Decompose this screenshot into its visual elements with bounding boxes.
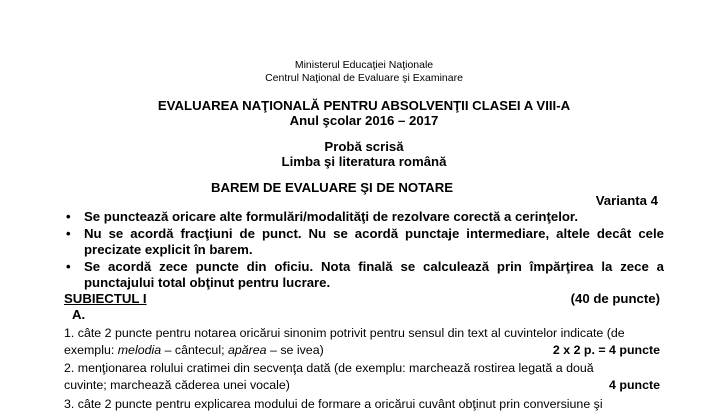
part-label: A. [72,307,86,322]
item-1-line2: exemplu: melodia – cântecul; apărea – se ivea) 2 x 2 p. = 4 puncte [64,342,660,357]
example-word-1: melodia [117,342,162,357]
example-word-2: apărea [227,342,267,357]
item-1-line1: 1. câte 2 puncte pentru notarea oricărui sinonim potrivit pentru sensul din text al cuvintelor indicate (de [64,326,625,340]
variant-label: Varianta 4 [595,193,658,208]
item-2 [64,360,660,394]
barem-title: BAREM DE EVALUARE ŞI DE NOTARE [210,180,454,195]
item-3-line1: 3. câte 2 puncte pentru explicarea modului de formare a oricărui cuvânt obţinut prin conversiune şi [64,397,603,411]
item-2-line1: 2. menţionarea rolului cratimei din secvenţa dată (de exemplu: marchează rostirea legată a două [64,361,594,375]
rule-item: • Nu se acordă fracţiuni de punct. Nu se acordă punctaje intermediare, altele decât cele precizate explicit în barem. [64,226,664,259]
item-1 [64,325,660,359]
exam-type: Probă scrisă [324,139,404,154]
subject-name: Limba şi literatura română [281,154,447,169]
center-header: Centrul Naţional de Evaluare şi Examinare [265,72,463,84]
item-1-score: 2 x 2 p. = 4 puncte [552,342,660,357]
school-year: Anul şcolar 2016 – 2017 [289,113,439,128]
rule-item: • Se acordă zece puncte din oficiu. Nota finală se calculează prin împărţirea la zece a punctajului total obţinut pentru lucrare. [64,259,664,292]
rule-item: • Se punctează oricare alte formulări/modalităţi de rezolvare corectă a cerinţelor. [64,209,664,226]
item-3 [64,396,660,413]
ministry-header: Ministerul Educaţiei Naţionale [294,59,434,71]
exam-title: EVALUAREA NAŢIONALĂ PENTRU ABSOLVENŢII CLASEI A VIII-A [157,98,571,113]
section-title: SUBIECTUL I [64,291,147,306]
section-points: (40 de puncte) [570,291,660,306]
item-2-line2: cuvinte; marchează căderea unei vocale) 4 puncte [64,377,660,392]
item-2-score: 4 puncte [609,377,660,392]
rules-list [64,209,664,292]
